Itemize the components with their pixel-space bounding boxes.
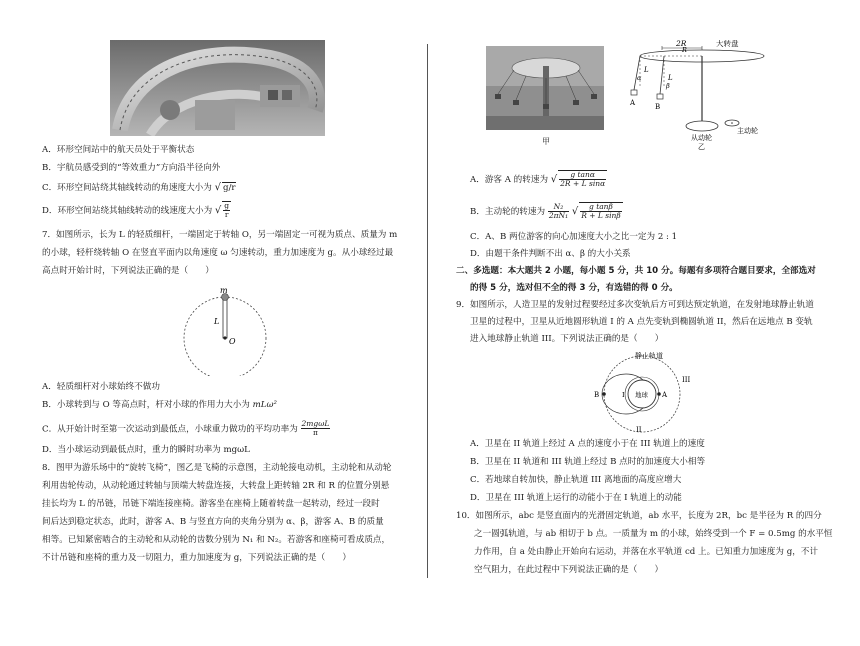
q9-line1: 9．如图所示，人造卫星的发射过程要经过多次变轨后方可到达预定轨道，在发射地球静止轨道: [456, 300, 814, 310]
space-station-photo: [110, 40, 325, 136]
fig-big-disk: 大转盘: [716, 40, 739, 48]
q8-option-a-text: A．游客 A 的转速为: [470, 174, 549, 185]
q8-option-c: C．A、B 两位游客的向心加速度大小之比一定为 2 : 1: [470, 232, 678, 242]
sqrt-symbol: √: [214, 204, 222, 216]
q8-option-b-coef: [548, 203, 569, 221]
q7-rod-figure: [180, 286, 270, 376]
q8-line3: 挂长均为 L 的吊链，吊链下端连接座椅。游客坐在座椅上随着转盘一起转动，经过一段时: [42, 499, 380, 509]
q8-option-b-fnum: N₂: [548, 203, 569, 212]
q9-fig-earth: 地球: [635, 391, 648, 399]
q7-option-c-num: 2mgωL: [301, 419, 330, 428]
q9-fig-I: I: [622, 391, 625, 399]
q6-option-b: B．宇航员感受到的“等效重力”方向沿半径向外: [42, 163, 221, 173]
q9-option-b: B．卫星在 II 轨道和 III 轨道上经过 B 点时的加速度大小相等: [470, 457, 706, 467]
q10-line2: 之一圆弧轨道，与 ab 相切于 b 点。一质量为 m 的小球，始终受到一个 F = 0.5mg 的水平恒: [474, 529, 833, 539]
q7-fig-O: O: [229, 337, 236, 346]
q8-line4: 间后达到稳定状态，此时，游客 A、B 与竖直方向的夹角分别为 α、β，游客 A、B 的质量: [42, 517, 384, 527]
q6-option-d-den: r: [224, 210, 229, 220]
q10-line4: 空气阻力，在此过程中下列说法正确的是（ ）: [474, 565, 664, 575]
q9-fig-B: B: [594, 391, 600, 399]
q8-option-b-fden: 2πN₁: [548, 210, 569, 220]
q9-option-d: D．卫星在 III 轨道上运行的动能小于在 I 轨道上的动能: [470, 493, 682, 503]
fig-2R: 2R: [676, 40, 687, 48]
q9-line2: 卫星的过程中，卫星从近地圆形轨道 I 的 A 点先变轨到椭圆轨道 II，然后在远地点 B 变轨: [470, 317, 813, 327]
section2-heading-line2: 的得 5 分，选对但不全的得 3 分，有选错的得 0 分。: [470, 283, 678, 293]
q9-option-c: C．若地球自转加快，静止轨道 III 离地面的高度应增大: [470, 475, 682, 485]
q8-option-b: [470, 202, 623, 221]
swing-ride-photo: [486, 46, 604, 130]
fig-beta: β: [666, 82, 670, 90]
q9-fig-A: A: [662, 391, 668, 399]
fig-L2: L: [668, 74, 673, 82]
fig-driven-label: 从动轮: [691, 134, 712, 142]
q7-option-a: A．轻质细杆对小球始终不做功: [42, 382, 160, 392]
q7-fig-L: L: [214, 317, 220, 326]
fig-driver-label: 主动轮: [737, 127, 758, 135]
swing-ride-schematic: [622, 40, 782, 150]
q7-option-c-text: C．从开始计时至第一次运动到最低点，小球重力做功的平均功率为: [42, 424, 298, 435]
section2-heading-line1: 二、多选题：本大题共 2 小题，每小题 5 分，共 10 分。每题有多项符合题目要求，全部选对: [456, 266, 816, 276]
q6-option-d-frac: [222, 201, 231, 220]
fig-yi-label: 乙: [698, 143, 705, 150]
q7-option-c-den: π: [312, 428, 318, 438]
q7-option-b: [42, 400, 277, 412]
q6-option-d: [42, 201, 231, 220]
q9-fig-III: III: [682, 376, 691, 384]
q10-line3: 力作用，自 a 处由静止开始向右运动，并落在水平轨道 cd 上。已知重力加速度为 g，不计: [474, 547, 818, 557]
q8-option-b-text: B．主动轮的转速为: [470, 206, 546, 217]
q6-option-c-expr: g/r: [222, 183, 236, 193]
sqrt-symbol: √: [571, 205, 579, 217]
q7-option-b-expr: mLω²: [252, 400, 277, 410]
sqrt-symbol: √: [550, 173, 558, 185]
q7-line3: 高点时开始计时，下列说法正确的是（ ）: [42, 266, 214, 276]
q8-option-a: [470, 170, 607, 189]
q8-option-b-frac: [579, 202, 622, 221]
q8-option-a-frac: [558, 170, 607, 189]
q9-option-a: A．卫星在 II 轨道上经过 A 点的速度小于在 III 轨道上的速度: [470, 439, 705, 449]
q8-line6: 不计吊链和座椅的重力及一切阻力，重力加速度为 g，下列说法正确的是（ ）: [42, 553, 352, 563]
sqrt-symbol: √: [214, 182, 221, 193]
q6-option-d-text: D．环形空间站绕其轴线转动的线速度大小为: [42, 205, 213, 216]
column-divider: [427, 44, 428, 578]
fig-alpha: α: [637, 74, 642, 82]
q8-option-d: D．由题干条件判断不出 α、β 的大小关系: [470, 249, 631, 259]
q8-line2: 利用齿轮传动，从动轮通过转轴与顶端大转盘连接，大转盘上距转轴 2R 和 R 的位置分别悬: [42, 481, 390, 491]
q7-option-b-text: B．小球转到与 O 等高点时，杆对小球的作用力大小为: [42, 400, 250, 410]
q8-line5: 相等。已知紧密啮合的主动轮和从动轮的齿数分别为 N₁ 和 N₂。若游客和座椅可看成质点，: [42, 535, 391, 545]
fig-jia-label: 甲: [542, 137, 550, 146]
fig-A: A: [630, 99, 636, 107]
q8-option-a-num: g tanα: [559, 171, 606, 180]
q8-option-a-den: 2R + L sinα: [560, 179, 606, 189]
q6-option-a: A．环形空间站中的航天员处于平衡状态: [42, 145, 195, 155]
fig-L1: L: [644, 66, 649, 74]
q8-option-b-den: R + L sinβ: [581, 211, 621, 221]
q6-option-c-text: C．环形空间站绕其轴线转动的角速度大小为: [42, 183, 212, 193]
q10-line1: 10．如图所示，abc 是竖直面内的光滑固定轨道，ab 水平，长度为 2R，bc 是半径为 R 的四分: [456, 511, 822, 521]
q9-orbit-figure: [590, 350, 700, 436]
fig-R: R: [682, 46, 687, 54]
q9-fig-II: II: [636, 426, 642, 434]
q7-line1: 7．如图所示，长为 L 的轻质细杆，一端固定于转轴 O，另一端固定一可视为质点、质量为 m: [42, 230, 398, 240]
q8-option-b-num: g tanβ: [580, 203, 621, 212]
q7-line2: 的小球，轻杆绕转轴 O 在竖直平面内以角速度 ω 匀速转动，重力加速度为 g。从小球经过最: [42, 248, 394, 258]
q7-option-c: [42, 420, 330, 438]
q7-fig-m: m: [220, 286, 228, 295]
fig-B: B: [655, 103, 661, 111]
q6-option-d-num: g: [224, 201, 230, 210]
q9-fig-orbit-label: 静止轨道: [635, 352, 663, 360]
q7-option-c-frac: [301, 420, 331, 438]
q8-line1: 8．图甲为游乐场中的“旋转飞椅”，图乙是飞椅的示意图，主动轮接电动机，主动轮和从动轮: [42, 463, 392, 473]
q7-option-d: D．当小球运动到最低点时，重力的瞬时功率为 mgωL: [42, 445, 250, 455]
q6-option-c: [42, 181, 236, 195]
q9-line3: 进入地球静止轨道 III。下列说法正确的是（ ）: [470, 334, 664, 344]
